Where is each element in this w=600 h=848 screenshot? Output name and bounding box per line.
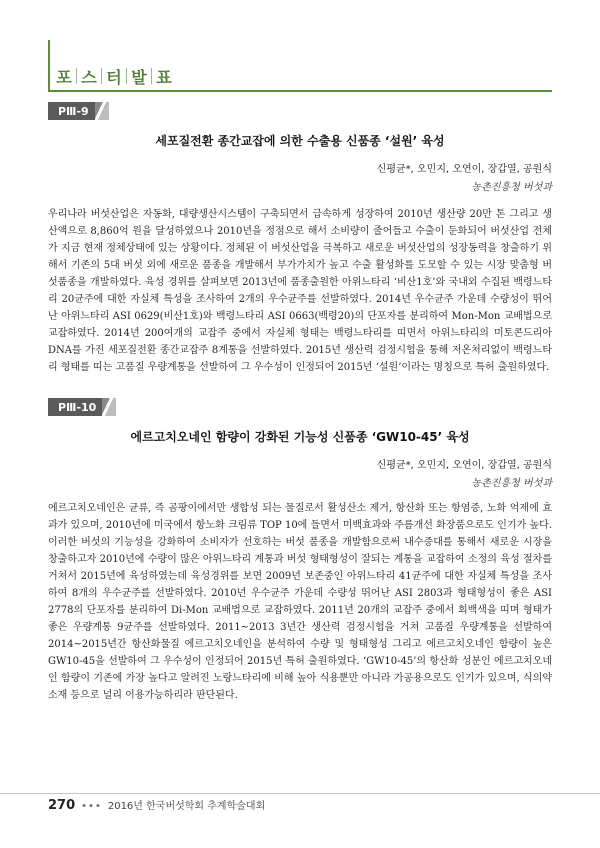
section-header-char: 스	[81, 67, 97, 87]
paper-authors: 신평균*, 오민지, 오연이, 장갑열, 공원식	[376, 164, 552, 175]
paper-code-tag	[48, 398, 116, 416]
header-rule	[48, 90, 552, 92]
paper-affiliation: 농촌진흥청 버섯과	[471, 478, 552, 489]
paper-abstract: 에르고치오네인은 균류, 즉 곰팡이에서만 생합성 되는 물질로서 활성산소 제거, 항산화 또는 항염증, 노화 억제에 효과가 있으며, 2010년에 미국에서 항노화 크림류 TOP 10에 들면서 미백효과와 주름개선 화장품으로도 인기가 높다. 이러한 버섯의 기능성을 강화하여 소비자가 선호하는 버섯 품종을 개발함으로써 내수증대를 통해서 새로운 시장을 창출하고자 2010년에 수량이 많은 아위느타리 계통과 버섯 형태형성이 잘되는 계통을 교잡하여 소정의 육성 절차를 거쳐서 2015년에 육성하였는데 육성경위를 보면 2009년 보존중인 아위느타리 41균주에 대한 자실체 특성을 조사하여 8개의 우수균주를 선발하였다. 2010년 우수균주 가운데 수량성 뛰어난 ASI 2803과 형태형성이 좋은 ASI 2778의 단포자를 분리하여 Di-Mon 교배법으로 교잡하였다. 2011년 20개의 교잡주 중에서 회백색을 띠며 형태가 좋은 우량계통 9균주를 선발하였다. 2011~2013 3년간 생산력 검정시험을 거쳐 고품질 우량계통을 선발하여 2014~2015년간 항산화물질 에르고치오네인을 분석하여 수량 및 형태형성 그리고 에르고치오네인 함량이 높은 GW10-45을 선발하여 그 우수성이 인정되어 2015년 특허 출원하였다. ‘GW10-45’의 항산화 성분인 에르고치오네인 함량이 기존에 가장 높다고 알려진 노랑느타리에 비해 높아 식용뿐만 아니라 가공용으로도 인기가 있으며, 식의약 소재 등으로 널리 이용가능하리라 판단된다.	[48, 503, 552, 701]
section-header-char: 터	[106, 67, 122, 87]
tag-decoration	[95, 102, 109, 120]
footer-dots: •••	[81, 801, 102, 812]
paper-code: PⅢ-10	[48, 398, 102, 416]
paper-title: 세포질전환 종간교잡에 의한 수출용 신품종 ‘설원’ 육성	[155, 134, 445, 148]
paper-abstract: 우리나라 버섯산업은 자동화, 대량생산시스템이 구축되면서 급속하게 성장하여 2010년 생산량 20만 톤 그리고 생산액으로 8,860억 원을 달성하였으나 2010년을 정점으로 해서 소비량이 줄어들고 수출이 둔화되어 버섯산업 전체가 지금 현재 정체상태에 있는 상황이다. 정체된 이 버섯산업을 극복하고 새로운 버섯산업의 성장동력을 창출하기 위해서 기존의 5대 버섯 외에 새로운 품종을 개발해서 부가가치가 높고 수출 활성화를 도모할 수 있는 시장 맞춤형 버섯품종을 개발하였다. 육성 경위를 살펴보면 2013년에 품종출원한 아위느타리 ‘비산1호’와 국내외 수집된 백령느타리 20균주에 대한 자실체 특성을 조사하여 2개의 우수균주를 선발하였다. 2014년 우수균주 가운데 수량성이 뛰어난 아위느타리 ASI 0629(비산1호)와 백령느타리 ASI 0663(백령20)의 단포자를 분리하여 Mon-Mon 교배법으로 교잡하였다. 2014년 200여개의 교잡주 중에서 자실체 형태는 백령느타리를 띠면서 아위느타리의 미토콘드리아 DNA를 가진 세포질전환 종간교잡주 8계통을 선발하였다. 2015년 생산력 검정시험을 통해 저온처리없이 백령느타리 형태를 띠는 고품질 우량계통을 선발하여 그 우수성이 인정되어 2015년 ‘설원’이라는 명칭으로 특허 출원하였다.	[48, 209, 552, 373]
paper-authors: 신평균*, 오민지, 오연이, 장갑열, 공원식	[376, 460, 552, 471]
paper-code: PⅢ-9	[48, 102, 95, 120]
section-header	[52, 62, 176, 90]
page-number: 270	[48, 798, 76, 813]
paper-affiliation: 농촌진흥청 버섯과	[471, 182, 552, 193]
header-accent-bar	[48, 40, 50, 92]
page-footer	[48, 797, 265, 813]
paper-title: 에르고치오네인 함량이 강화된 기능성 신품종 ‘GW10-45’ 육성	[130, 430, 470, 444]
section-header-char: 발	[131, 67, 147, 87]
section-header-char: 포	[56, 67, 72, 87]
tag-decoration	[102, 398, 116, 416]
section-header-char: 표	[156, 67, 172, 87]
paper-code-tag	[48, 102, 109, 120]
conference-name: 2016년 한국버섯학회 추계학술대회	[107, 801, 266, 812]
footer-rule	[0, 793, 600, 794]
